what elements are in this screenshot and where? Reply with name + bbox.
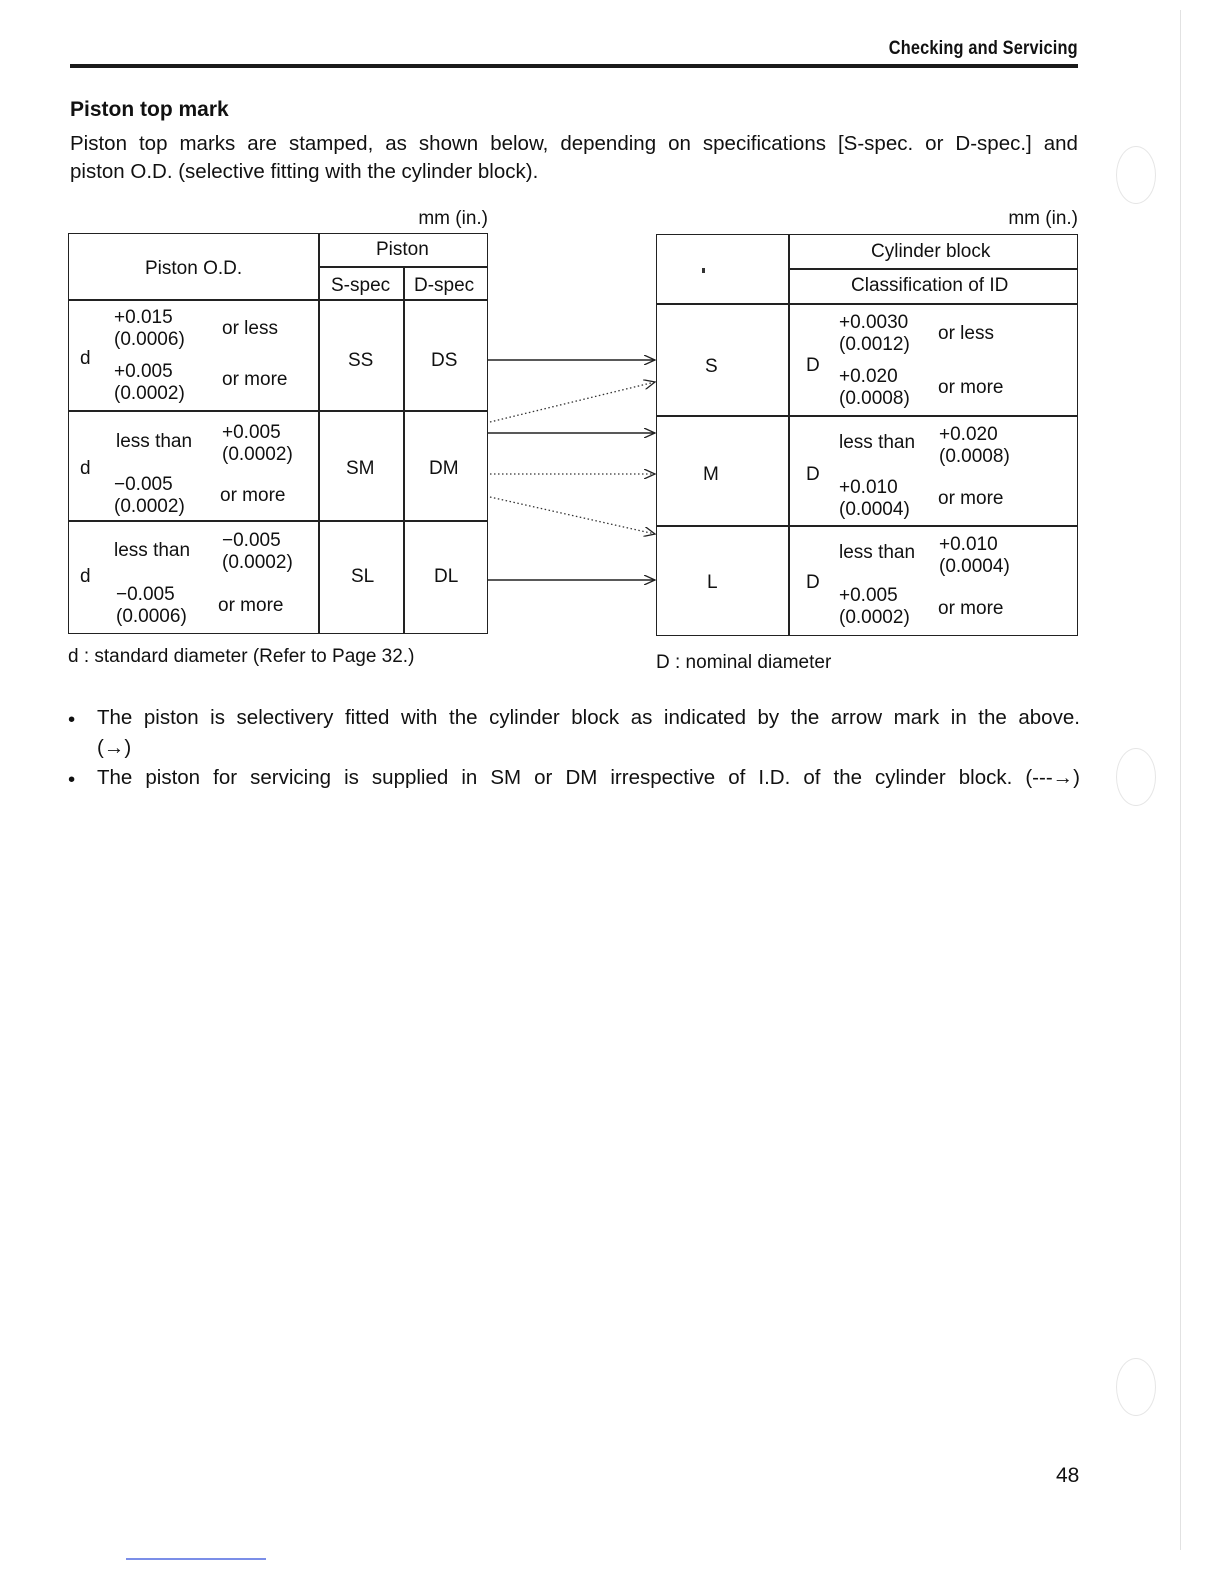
word: Piston	[70, 132, 127, 155]
od-lower-condition: or more	[222, 369, 288, 390]
word: (---→)	[1025, 766, 1080, 789]
word: mark	[893, 706, 940, 729]
od-upper-inch: (0.0006)	[114, 329, 185, 350]
cylinder-table-unit: mm (in.)	[1008, 208, 1078, 229]
word: of	[728, 766, 746, 789]
word: on	[668, 132, 691, 155]
id-upper-value: +0.010	[939, 534, 998, 555]
od-upper-inch: (0.0002)	[222, 444, 293, 465]
word: shown	[418, 132, 479, 155]
od-upper-value: +0.005	[222, 422, 281, 443]
word: top	[138, 132, 168, 155]
word: depending	[560, 132, 657, 155]
id-lower-value: +0.010	[839, 477, 898, 498]
id-upper-inch: (0.0012)	[839, 334, 910, 355]
word: The	[97, 766, 133, 789]
piston-mark-dm: DM	[429, 458, 459, 479]
section-title: Piston top mark	[70, 98, 229, 121]
id-lower-condition: or more	[938, 598, 1004, 619]
note-2-bullet: •	[68, 768, 76, 791]
id-lower-condition: or more	[938, 377, 1004, 398]
word: piston	[145, 766, 201, 789]
word: below,	[490, 132, 549, 155]
note-1-line-2: (→)	[97, 736, 132, 759]
word: as	[630, 706, 653, 729]
piston-mark-dl: DL	[434, 566, 459, 587]
piston-mark-ds: DS	[431, 350, 458, 371]
id-lower-condition: or more	[938, 488, 1004, 509]
id-upper-condition: less than	[839, 432, 916, 453]
word: [S-spec.	[837, 132, 914, 155]
od-lower-value: −0.005	[114, 474, 173, 495]
piston-header: Piston	[376, 239, 429, 260]
cylinder-block-header: Cylinder block	[871, 241, 991, 262]
cylinder-class-mark-s: S	[705, 356, 718, 377]
word: or	[925, 132, 944, 155]
od-lower-condition: or more	[220, 485, 286, 506]
id-lower-value: +0.020	[839, 366, 898, 387]
od-d-symbol: d	[80, 566, 91, 587]
id-lower-value: +0.005	[839, 585, 898, 606]
intro-line-2: piston O.D. (selective fitting with the cylinder block).	[70, 160, 539, 183]
word: the	[833, 766, 862, 789]
od-upper-value: +0.015	[114, 307, 173, 328]
scan-artifact-line	[126, 1558, 266, 1560]
od-lower-value: −0.005	[116, 584, 175, 605]
word: the	[978, 706, 1007, 729]
word: by	[757, 706, 780, 729]
word: or	[534, 766, 553, 789]
word: are	[247, 132, 277, 155]
piston-table-unit: mm (in.)	[418, 208, 488, 229]
piston-od-header: Piston O.D.	[145, 258, 243, 279]
od-d-symbol: d	[80, 348, 91, 369]
service-arrow-to-s	[490, 382, 655, 422]
od-lower-value: +0.005	[114, 361, 173, 382]
classification-header: Classification of ID	[851, 275, 1009, 296]
note-1-bullet: •	[68, 708, 76, 731]
cylinder-table-footnote: D : nominal diameter	[656, 652, 832, 673]
id-lower-inch: (0.0008)	[839, 388, 910, 409]
note-2-text	[97, 764, 1080, 792]
od-lower-condition: or more	[218, 595, 284, 616]
word: cylinder	[489, 706, 560, 729]
cylinder-d-symbol: D	[806, 355, 820, 376]
word: piston	[143, 706, 199, 729]
id-upper-value: +0.020	[939, 424, 998, 445]
od-lower-inch: (0.0006)	[116, 606, 187, 627]
cylinder-d-symbol: D	[806, 572, 820, 593]
id-upper-inch: (0.0008)	[939, 446, 1010, 467]
word: block	[571, 706, 620, 729]
id-upper-value: +0.0030	[839, 312, 909, 333]
running-header-title: Checking and Servicing	[888, 38, 1078, 59]
word: the	[449, 706, 478, 729]
word: supplied	[371, 766, 449, 789]
od-upper-condition: less than	[114, 540, 191, 561]
word: arrow	[830, 706, 883, 729]
word: I.D.	[758, 766, 791, 789]
word: specifications	[702, 132, 826, 155]
word: is	[210, 706, 225, 729]
od-lower-inch: (0.0002)	[114, 383, 185, 404]
word: for	[213, 766, 238, 789]
word: indicated	[663, 706, 746, 729]
word: DM	[565, 766, 598, 789]
id-lower-inch: (0.0004)	[839, 499, 910, 520]
word: D-spec.]	[955, 132, 1032, 155]
id-lower-inch: (0.0002)	[839, 607, 910, 628]
word: is	[344, 766, 359, 789]
word: fitted	[344, 706, 390, 729]
word: The	[97, 706, 133, 729]
id-upper-inch: (0.0004)	[939, 556, 1010, 577]
word: SM	[490, 766, 522, 789]
word: as	[385, 132, 407, 155]
word: cylinder	[875, 766, 946, 789]
word: and	[1043, 132, 1078, 155]
word: irrespective	[610, 766, 716, 789]
d-spec-header: D-spec	[414, 275, 475, 296]
od-lower-inch: (0.0002)	[114, 496, 185, 517]
word: in	[950, 706, 967, 729]
word: stamped,	[288, 132, 374, 155]
piston-mark-ss: SS	[348, 350, 374, 371]
word: marks	[179, 132, 236, 155]
word: the	[790, 706, 820, 729]
service-arrow-to-l	[490, 497, 655, 534]
page-number: 48	[1056, 1464, 1080, 1487]
word: above.	[1018, 706, 1080, 729]
od-upper-inch: (0.0002)	[222, 552, 293, 573]
s-spec-header: S-spec	[331, 275, 391, 296]
od-upper-condition: or less	[222, 318, 278, 339]
word: block.	[958, 766, 1013, 789]
cylinder-class-mark-m: M	[703, 464, 719, 485]
word: servicing	[250, 766, 332, 789]
cylinder-class-mark-l: L	[707, 572, 718, 593]
word: in	[461, 766, 478, 789]
od-d-symbol: d	[80, 458, 91, 479]
id-upper-condition: less than	[839, 542, 916, 563]
piston-mark-sm: SM	[346, 458, 375, 479]
od-upper-value: −0.005	[222, 530, 281, 551]
word: of	[803, 766, 821, 789]
od-upper-condition: less than	[116, 431, 193, 452]
piston-mark-sl: SL	[351, 566, 375, 587]
cylinder-d-symbol: D	[806, 464, 820, 485]
note-1-line-1	[97, 704, 1080, 732]
word: selectivery	[236, 706, 334, 729]
word: with	[400, 706, 438, 729]
piston-table-footnote: d : standard diameter (Refer to Page 32.)	[68, 646, 415, 667]
id-upper-condition: or less	[938, 323, 994, 344]
